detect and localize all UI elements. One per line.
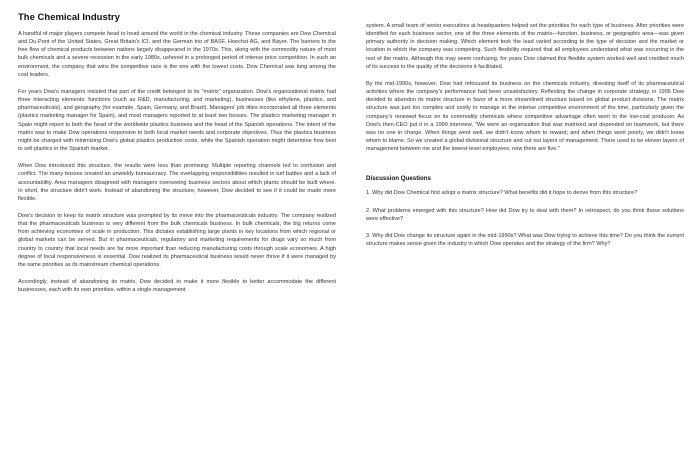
paragraph: Dow's decision to keep its matrix structure was prompted by its move into the pharmaceuticals industry. The company realized that the pharmaceuticals business is very different from the bulk chemicals business. In bulk chemicals, the big returns come from achieving economies of scale in production. This dictates establishing large plants in key locations from which regional or global markets can be served. But in pharmaceuticals, regulatory and marketing requirements for drugs vary so much from country to country that local needs are far more important than reducing manufacturing costs through scale economies. A high degree of local responsiveness is essential. Dow realized its pharmaceutical business would never thrive if it were managed by the same priorities as its mainstream chemical operations.: [18, 212, 336, 268]
left-column: [18, 30, 336, 303]
discussion-question: 3. Why did Dow change its structure again in the mid-1990s? What was Dow trying to achieve this time? Do you think the current structure makes sense given the industry in which Dow operates and the strategy of the firm? Why?: [366, 232, 684, 247]
discussion-question: 2. What problems emerged with this structure? How did Dow try to deal with them? In retrospect, do you think those solutions were effective?: [366, 207, 684, 222]
paragraph: Accordingly, instead of abandoning its matrix, Dow decided to make it more flexible to better accommodate the different businesses, each with its own priorities, within a single management: [18, 279, 336, 294]
paragraph: system. A small team of senior executives at headquarters helped set the priorities for each type of business. After priorities were identified for each business sector, one of the three elements of the matrix—function, business, or geographic area—was given primary authority in decision making. Which element took the lead varied according to the type of decision and the market or location in which the company was competing. Such flexibility required that all employees understand what was occurring in the rest of the matrix. Although this may seem confusing, for years Dow claimed this flexible system worked well and credited much of its success to the quality of the decisions it facilitated.: [366, 23, 684, 70]
paragraph: By the mid-1990s, however, Dow had refocused its business on the chemicals industry, divesting itself of its pharmaceutical activities where the company's performance had been unsatisfactory. Reflecting the change in corporate strategy, in 1995 Dow decided to abandon its matrix structure in favor of a more streamlined structure based on global product divisions. The matrix structure was just too complex and costly to manage in the intense competitive environment of the time, particularly given the company's renewed focus on its commodity chemicals where competitive advantage often went to the low-cost producer. As Dow's then-CEO put it in a 1999 interview, "We were an organization that was matrixed and depended on teamwork, but there was no one in charge. When things went well, we didn't know whom to reward; and when things went poorly, we didn't know whom to blame. So we created a global divisional structure and cut out layers of management. There used to be eleven layers of management between me and the lowest-level employees; now there are five.": [366, 80, 684, 153]
paragraph: For years Dow's managers insisted that part of the credit belonged to its "matrix" organization. Dow's organizational matrix had three interacting elements: functions (such as R&D, manufacturing, and marketing), businesses (like ethylene, plastics, and pharmaceuticals), and geography (for example, Spain, Germany, and Brazil). Managers' job titles incorporated all three elements (plastics marketing manager for Spain), and most managers reported to at least two bosses. The plastics marketing manager in Spain might report to both the head of the worldwide plastics business and the head of the Spanish operations. The intent of the matrix was to make Dow operations responsive to both local market needs and corporate objectives. Thus the plastics business might be charged with minimizing Dow's global plastics production costs, while the Spanish operation might determine how best to sell plastics in the Spanish market.: [18, 88, 336, 153]
right-column: [366, 22, 684, 257]
discussion-heading: Discussion Questions: [366, 175, 431, 183]
paragraph: A handful of major players compete head to head around the world in the chemical industry. These companies are Dow Chemical and Du Pont of the United States, Great Britain's ICI, and the German trio of BASF, Hoechst AG, and Bayer. The barriers to the free flow of chemical products between nations largely disappeared in the 1970s. This, along with the commodity nature of most bulk chemicals and a severe recession in the early 1980s, ushered in a prolonged period of intense price competition. In such an environment, the company that wins the competitive race is the one with the lowest costs. Dow Chemical was long among the cost leaders.: [18, 31, 336, 78]
document-title: The Chemical Industry: [18, 12, 120, 23]
discussion-question: 1. Why did Dow Chemical first adopt a matrix structure? What benefits did it hope to derive from this structure?: [366, 190, 638, 197]
paragraph: When Dow introduced this structure, the results were less than promising: Multiple reporting channels led to confusion and conflict. The many bosses created an unwieldy bureaucracy. The overlapping responsibilities resulted in turf battles and a lack of accountability. Area managers disagreed with managers overseeing business sectors about which plants should be built where. In short, the structure didn't work. Instead of abandoning the structure, however, Dow decided to see if it could be made more flexible.: [18, 163, 336, 202]
